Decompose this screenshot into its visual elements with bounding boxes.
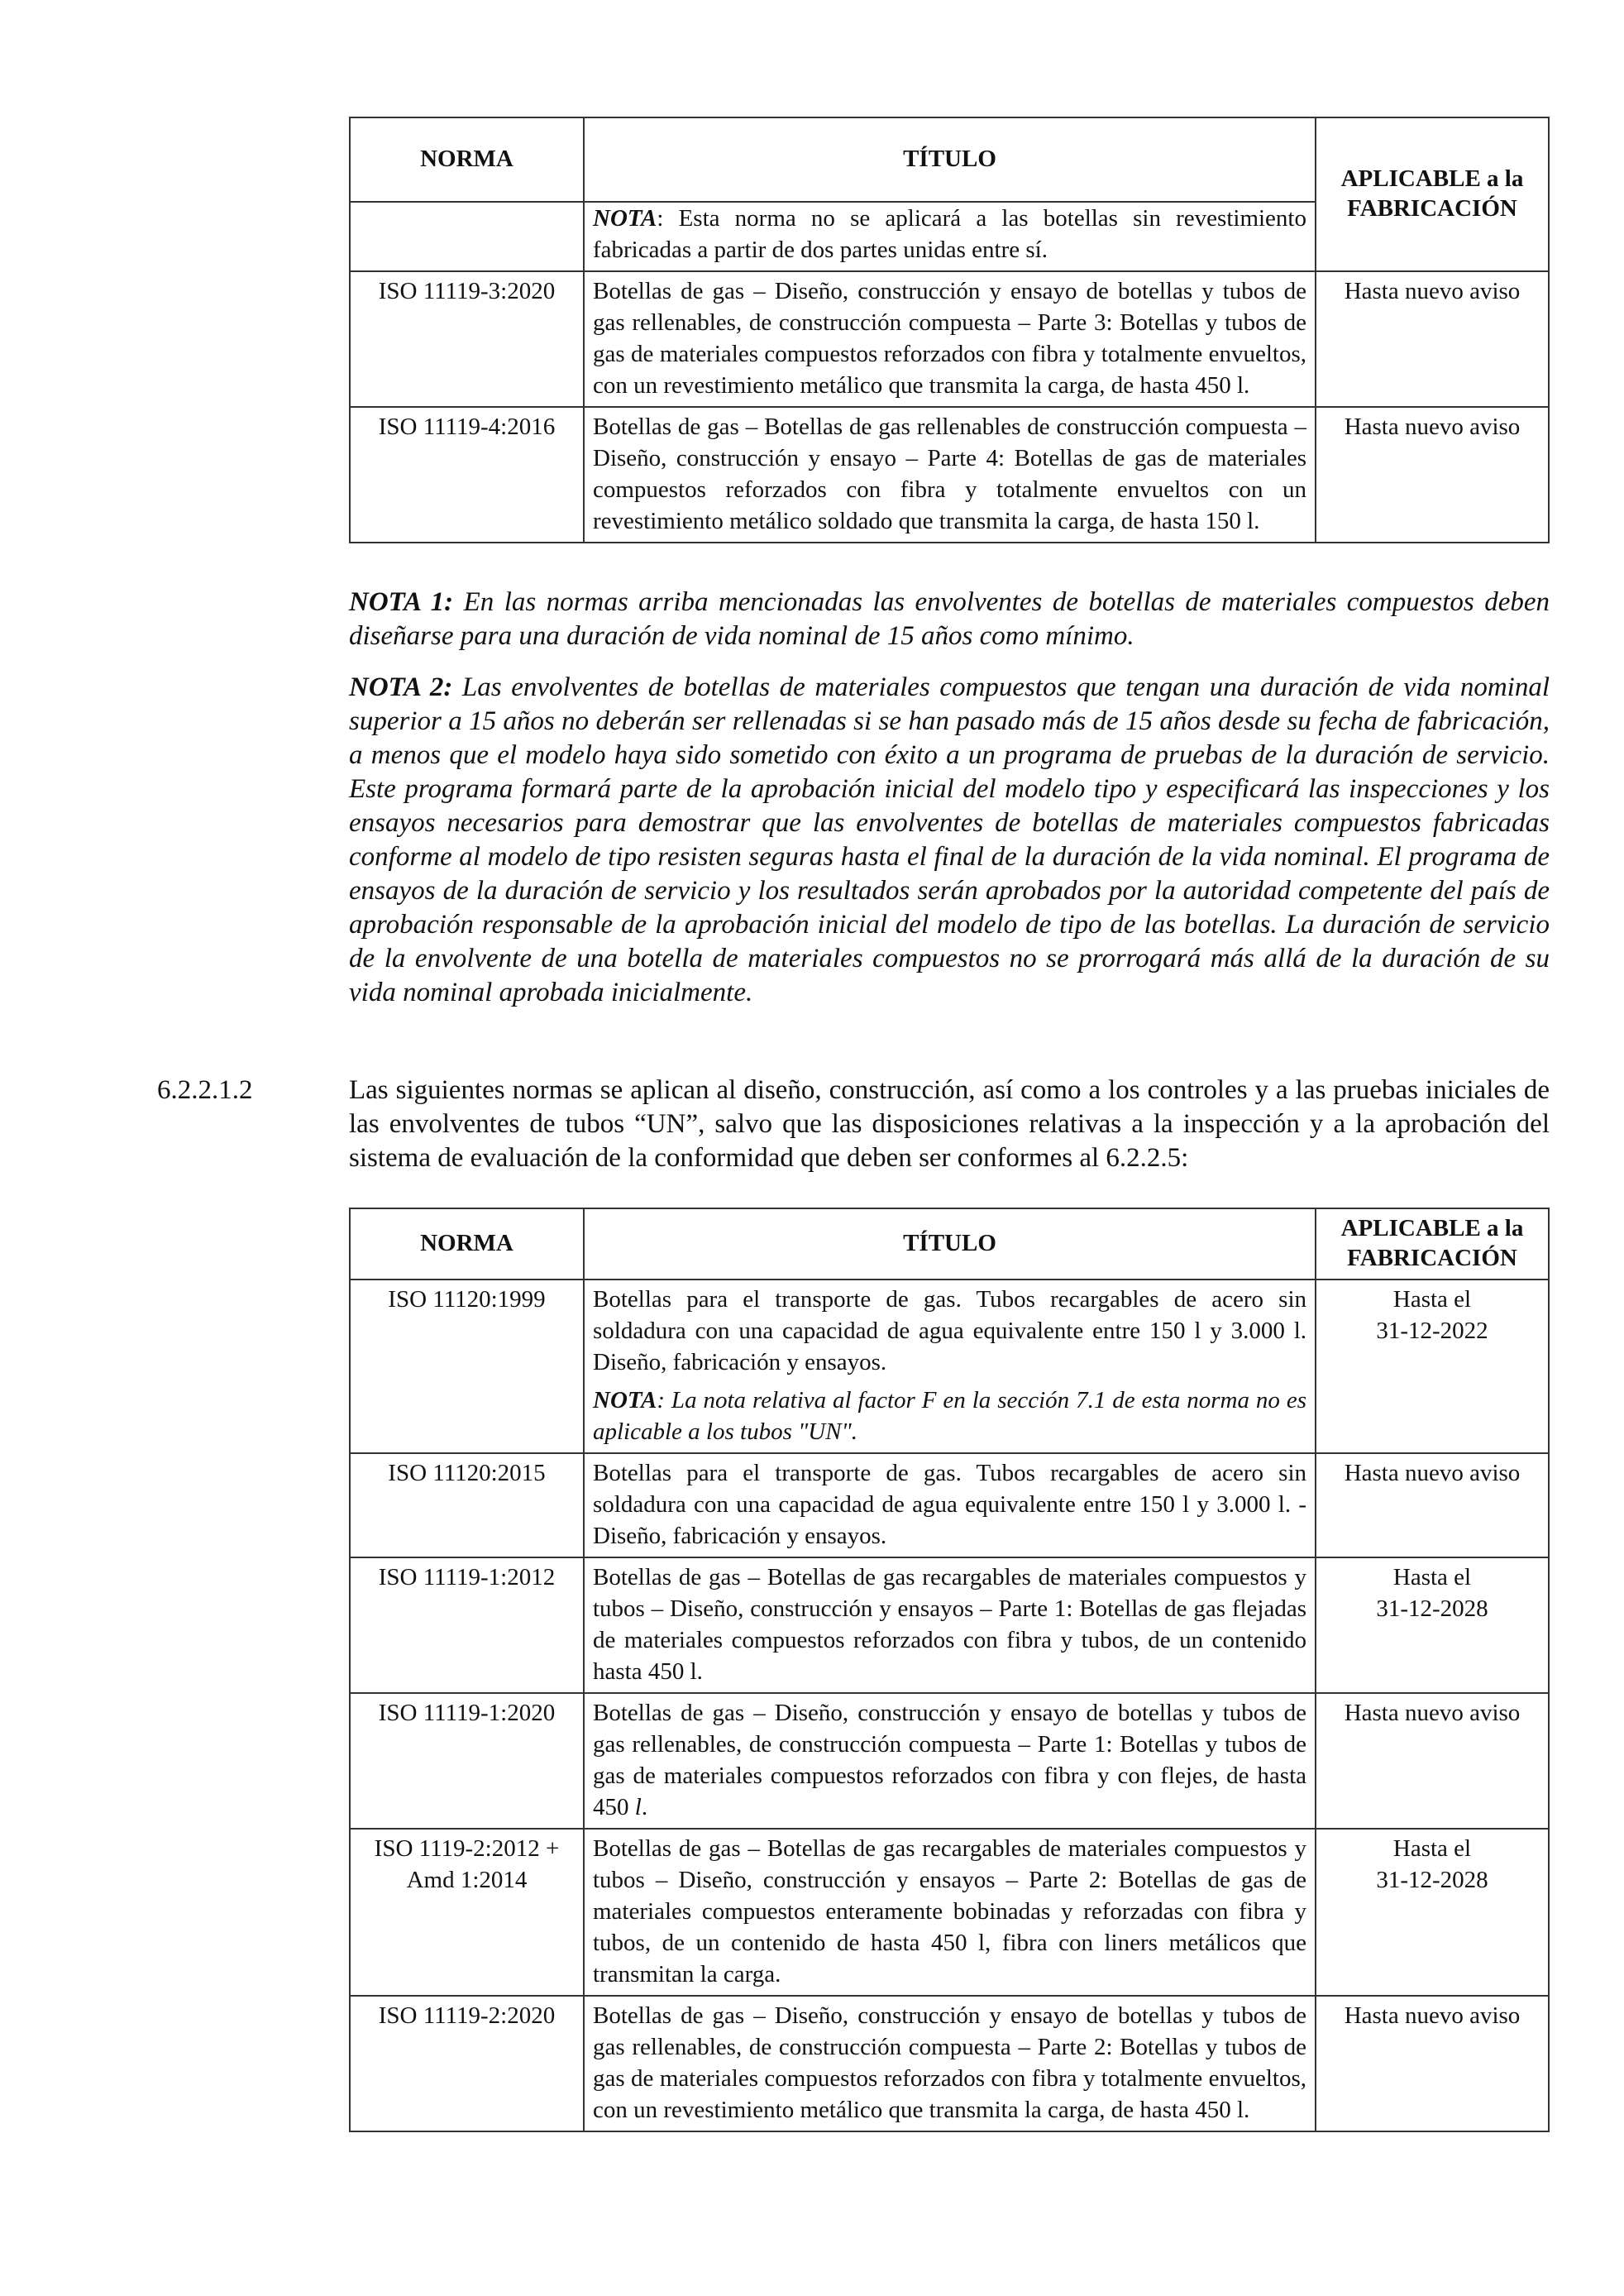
nota-2 — [349, 671, 1550, 1010]
norma-code-cell — [350, 1829, 584, 1996]
applicable-line-1: Hasta el — [1392, 1835, 1472, 1862]
nota-text: : Esta norma no se aplicará a las botellas sin revestimiento fabricadas a partir de dos partes unidas entre sí. — [593, 205, 1306, 263]
table-row — [350, 1453, 1549, 1557]
header-titulo: TÍTULO — [584, 1208, 1316, 1280]
header-titulo: TÍTULO — [584, 117, 1316, 202]
applicable-cell — [1316, 1557, 1549, 1693]
table-row — [350, 407, 1549, 543]
nota-label: NOTA — [593, 205, 657, 232]
norma-title: Botellas de gas – Diseño, construcción y ensayo de botellas y tubos de gas rellenables, de construcción compuesta – Parte 3: Botellas y tubos de gas de materiales compuestos reforzados con fibra y totalmente envueltos, con un revestimiento metálico que transmita la carga, de hasta 450 l. — [584, 271, 1316, 407]
norma-title: Botellas para el transporte de gas. Tubos recargables de acero sin soldadura con una capacidad de agua equivalente entre 150 l y 3.000 l. Diseño, fabricación y ensayos. — [593, 1286, 1306, 1375]
standards-table-1 — [349, 117, 1550, 543]
norma-title-main: Botellas de gas – Diseño, construcción y ensayo de botellas y tubos de gas rellenables, de construcción compuesta – Parte 1: Botellas y tubos de gas de materiales compuestos reforzados con fibra y con flejes, de hasta 450 — [593, 1700, 1306, 1820]
norma-code: ISO 11120:2015 — [350, 1453, 584, 1557]
norma-code: ISO 11119-1:2020 — [350, 1693, 584, 1829]
norma-code: ISO 11119-4:2016 — [350, 407, 584, 543]
applicable-line-1: Hasta el — [1392, 1564, 1472, 1590]
applicable-value: Hasta nuevo aviso — [1316, 1996, 1549, 2131]
nota-1-label: NOTA 1: — [349, 587, 454, 617]
section-number: 6.2.2.1.2 — [157, 1075, 253, 1105]
applicable-line-2: 31-12-2028 — [1376, 1595, 1488, 1622]
applicable-cell — [1316, 1280, 1549, 1453]
norma-title: Botellas de gas – Botellas de gas rellenables de construcción compuesta – Diseño, construcción y ensayo – Parte 4: Botellas de gas de materiales compuestos reforzados con fibra y totalmente envueltos con un revestimiento metálico soldado que transmita la carga, de hasta 150 l. — [584, 407, 1316, 543]
standards-table-2 — [349, 1208, 1550, 2132]
norma-title — [584, 1693, 1316, 1829]
table-row — [350, 1829, 1549, 1996]
header-aplicable: APLICABLE a la FABRICACIÓN — [1316, 117, 1549, 271]
norma-title: Botellas de gas – Botellas de gas recargables de materiales compuestos y tubos – Diseño, construcción y ensayos – Parte 2: Botellas de gas de materiales compuestos enteramente bobinadas y reforzadas con fibra y tubos, de un contenido de hasta 450 l, fibra con liners metálicos que transmitan la carga. — [584, 1829, 1316, 1996]
norma-code: ISO 11119-3:2020 — [350, 271, 584, 407]
nota-text: : La nota relativa al factor F en la sección 7.1 de esta norma no es aplicable a los tubos "UN". — [593, 1387, 1306, 1445]
section-text: Las siguientes normas se aplican al diseño, construcción, así como a los controles y a las pruebas iniciales de las envolventes de tubos “UN”, salvo que las disposiciones relativas a la inspección y a la aprobación del sistema de evaluación de la conformidad que deben ser conformes al 6.2.2.5: — [349, 1075, 1550, 1173]
norma-code-line-2: Amd 1:2014 — [406, 1867, 528, 1893]
empty-cell — [350, 202, 584, 271]
applicable-cell — [1316, 1829, 1549, 1996]
header-norma: NORMA — [350, 117, 584, 202]
norma-code-line-1: ISO 1119-2:2012 + — [374, 1835, 560, 1862]
nota-cell — [584, 202, 1316, 271]
norma-title-unit: l — [634, 1794, 642, 1820]
nota-block — [593, 1385, 1306, 1447]
norma-code: ISO 11120:1999 — [350, 1280, 584, 1453]
applicable-line-2: 31-12-2028 — [1376, 1867, 1488, 1893]
header-aplicable: APLICABLE a la FABRICACIÓN — [1316, 1208, 1549, 1280]
applicable-line-2: 31-12-2022 — [1376, 1318, 1488, 1344]
applicable-value: Hasta nuevo aviso — [1316, 1693, 1549, 1829]
nota-2-label: NOTA 2: — [349, 672, 453, 702]
table-header-row — [350, 117, 1549, 202]
table-row — [350, 1693, 1549, 1829]
table-row — [350, 1280, 1549, 1453]
table-row — [350, 1557, 1549, 1693]
nota-2-text: Las envolventes de botellas de materiales compuestos que tengan una duración de vida nominal superior a 15 años no deberán ser rellenadas si se han pasado más de 15 años desde su fecha de fabricación, a menos que el modelo haya sido sometido con éxito a un programa de pruebas de la duración de servicio. Este programa formará parte de la aprobación inicial del modelo tipo y especificará las inspecciones y los ensayos necesarios para demostrar que las envolventes de botellas de materiales compuestos fabricadas conforme al modelo de tipo resisten seguras hasta el final de la duración de la vida nominal. El programa de ensayos de la duración de servicio y los resultados serán aprobados por la autoridad competente del país de aprobación responsable de la aprobación inicial del modelo de tipo de las botellas. La duración de servicio de la envolvente de una botella de materiales compuestos no se prorrogará más allá de la duración de su vida nominal aprobada inicialmente. — [349, 672, 1550, 1007]
norma-title: Botellas de gas – Botellas de gas recargables de materiales compuestos y tubos – Diseño, construcción y ensayos – Parte 1: Botellas de gas flejadas de materiales compuestos reforzados con fibra y tubos, de un contenido hasta 450 l. — [584, 1557, 1316, 1693]
header-norma: NORMA — [350, 1208, 584, 1280]
applicable-value: Hasta nuevo aviso — [1316, 271, 1549, 407]
applicable-line-1: Hasta el — [1392, 1286, 1472, 1313]
nota-1 — [349, 586, 1550, 653]
table-header-row — [350, 1208, 1549, 1280]
table-row — [350, 1996, 1549, 2131]
norma-title: Botellas para el transporte de gas. Tubos recargables de acero sin soldadura con una capacidad de agua equivalente entre 150 l y 3.000 l. - Diseño, fabricación y ensayos. — [584, 1453, 1316, 1557]
norma-code: ISO 11119-1:2012 — [350, 1557, 584, 1693]
table-row — [350, 271, 1549, 407]
nota-1-text: En las normas arriba mencionadas las envolventes de botellas de materiales compuestos deben diseñarse para una duración de vida nominal de 15 años como mínimo. — [349, 587, 1550, 651]
applicable-value: Hasta nuevo aviso — [1316, 1453, 1549, 1557]
norma-code: ISO 11119-2:2020 — [350, 1996, 584, 2131]
nota-label: NOTA — [593, 1387, 657, 1413]
applicable-value: Hasta nuevo aviso — [1316, 407, 1549, 543]
norma-title: Botellas de gas – Diseño, construcción y ensayo de botellas y tubos de gas rellenables, de construcción compuesta – Parte 2: Botellas y tubos de gas de materiales compuestos reforzados con fibra y totalmente envueltos, con un revestimiento metálico que transmita la carga, de hasta 450 l. — [584, 1996, 1316, 2131]
norma-title-cell — [584, 1280, 1316, 1453]
norma-title-end: . — [641, 1794, 648, 1820]
